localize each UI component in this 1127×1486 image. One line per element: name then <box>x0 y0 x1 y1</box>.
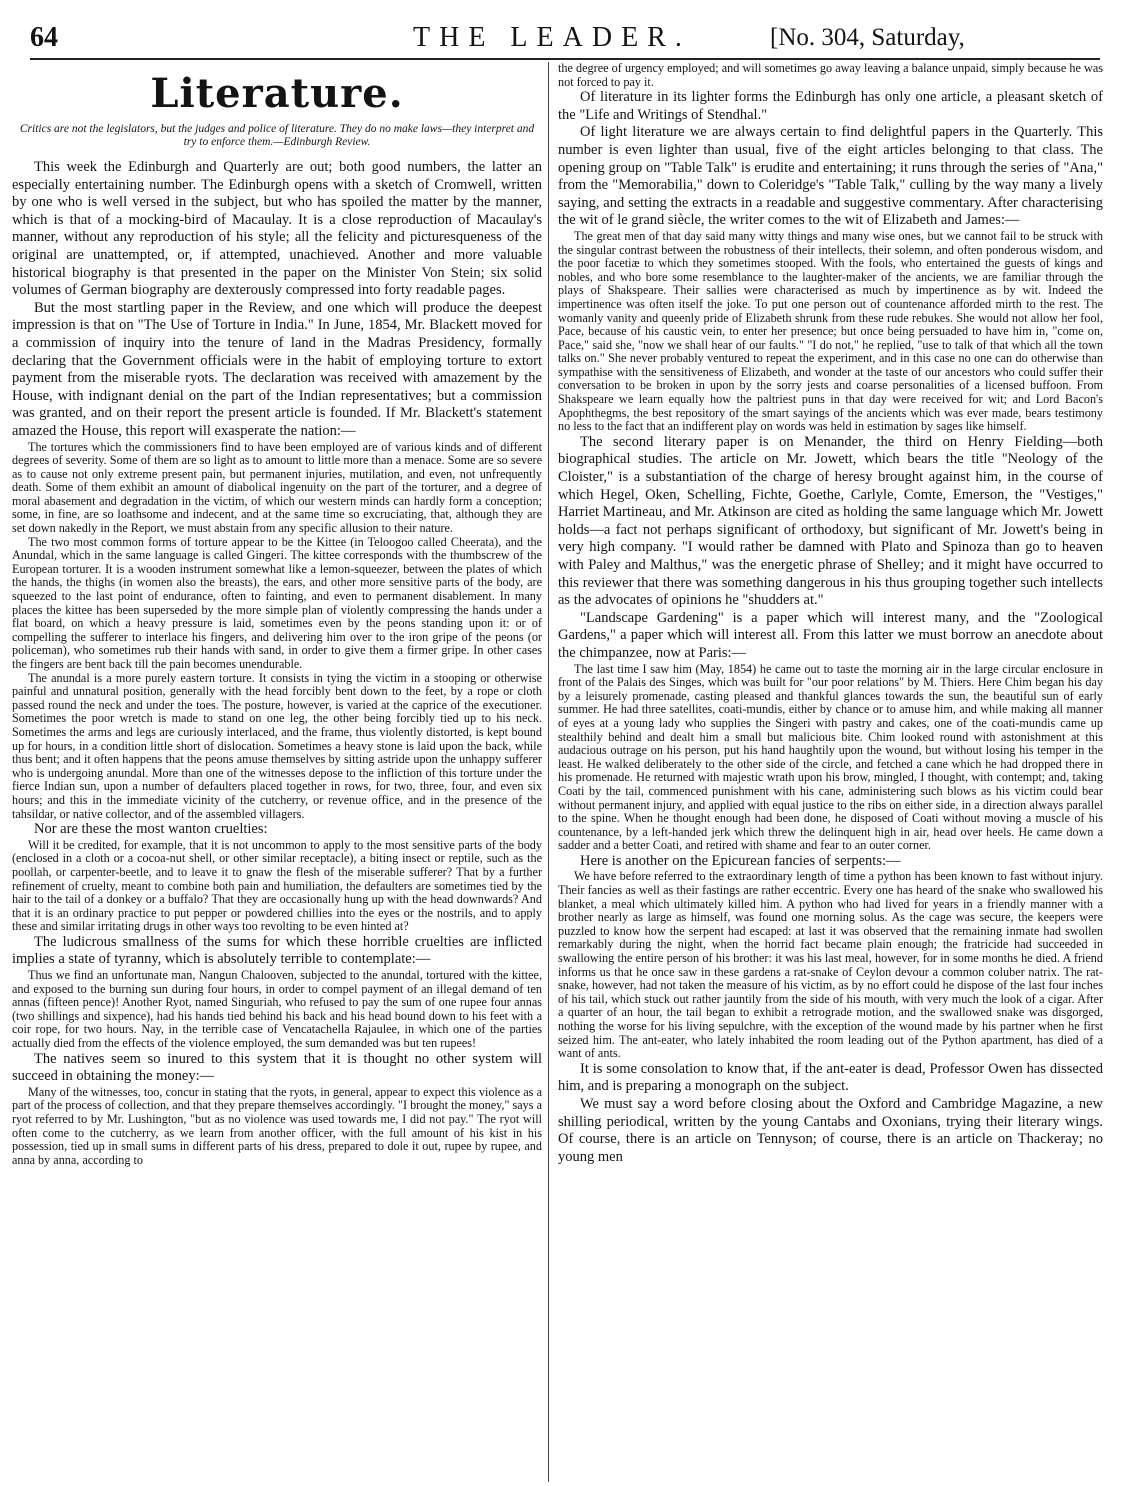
page-number: 64 <box>30 22 58 53</box>
epigraph: Critics are not the legislators, but the judges and police of literature. They do no make laws—they interpret and try to enforce them.—Edinburgh Review. <box>19 123 535 148</box>
paragraph: It is some consolation to know that, if the ant-eater is dead, Professor Owen has dissected him, and is preparing a monograph on the subject. <box>558 1060 1103 1095</box>
left-column <box>12 62 542 1482</box>
paragraph: Nor are these the most wanton cruelties: <box>34 821 268 838</box>
quoted-extract: Will it be credited, for example, that it is not uncommon to apply to the most sensitive parts of the body (enclosed in a cloth or a cocoa-nut shell, or other similar receptacle), a biting insect or reptile, such as the poollah, or carpenter-beetle, and to leave it to gnaw the flesh of the miserable sufferer? That by a further refinement of cruelty, meant to combine both pain and humiliation, the defaulters are sometimes tied by the hair to the tail of a donkey or a buffalo? That they are occasionally hung up with the head downwards? And that it is an ordinary practice to put pepper or powdered chillies into the eyes or the nostrils, and to apply these and similar irritating drugs in other ways too revolting to be even hinted at? <box>12 837 542 934</box>
paragraph: This week the Edinburgh and Quarterly are out; both good numbers, the latter an especially entertaining number. The Edinburgh opens with a sketch of Cromwell, written by one who is well versed in the subject, but who has spoiled the matter by the manner, which is that of a mocking-bird of Macaulay. It is a close reproduction of Macaulay's manner, without any reproduction of his style; all the felicity and picturesqueness of the original are unattempted, or, if attempted, unachieved. Another and more valuable historical biography is that presented in the paper on the Minister Von Stein; six solid volumes of German biography are dexterously compressed into forty readable pages. <box>12 159 542 299</box>
quoted-extract: The tortures which the commissioners find to have been employed are of various kinds and of different degrees of severity. Some of them are so light as to amount to little more than a menace. Some are so severe as to cause not only extreme present pain, but permanent injuries, mutilation, and even, not unfrequently death. Some of them exhibit an amount of diabolical ingenuity on the part of the torturer, and a degree of moral abasement and degradation in the victim, of which our western minds can hardly form a conception; some, in fine, are so loathsome and indecent, and at the same time so excruciating, that, although they are set down nakedly in the Report, we must abstain from any specific allusion to their nature. <box>12 439 542 536</box>
paragraph: Here is another on the Epicurean fancies of serpents:— <box>580 852 901 869</box>
paragraph: Of light literature we are always certain to find delightful papers in the Quarterly. This number is even lighter than usual, five of the eight articles belonging to that class. The opening group on "Table Talk" is erudite and entertaining; it runs through the series of "Ana," from the "Memorabilia," down to Coleridge's "Table Talk," culling by the way many a lively saying, and setting the extracts in a readable and suggestive commentary. After characterising the wit of le grand siècle, the writer comes to the wit of Elizabeth and James:— <box>558 124 1103 229</box>
issue-line: [No. 304, Saturday, <box>770 24 965 51</box>
page-header <box>0 0 1127 60</box>
column-divider <box>548 62 549 1482</box>
right-column <box>558 62 1103 1482</box>
paragraph: We must say a word before closing about the Oxford and Cambridge Magazine, a new shilling periodical, written by the young Cantabs and Oxonians, trying their literary wings. Of course, there is an article on Tennyson; of course, there is an article on Thackeray; no young men <box>558 1095 1103 1165</box>
quoted-extract: Thus we find an unfortunate man, Nangun Chalooven, subjected to the anundal, tortured with the kittee, and exposed to the burning sun during four hours, in order to compel payment of an illegal demand of ten annas (fifteen pence)! Another Ryot, named Singuriah, who refused to pay the sum of one rupee four annas (two shillings and sixpence), had his hands tied behind his back and his head bound down to his feet with a coir rope, for two hours. Nay, in the terrible case of Vencatachella Rajaulee, in which one of the parties actually died from the effects of the violence employed, the sum demanded was but ten rupees! <box>12 968 542 1051</box>
quoted-extract: We have before referred to the extraordinary length of time a python has been known to fast without injury. Their fancies as well as their fastings are rather eccentric. Every one has heard of the snake who swallowed his blanket, a meal which ultimately killed him. A python who had lived for years in a friendly manner with a brother nearly as large as himself, was found one morning solus. As the cage was secure, the keepers were puzzled to know how the serpent had escaped: at last it was observed that the remaining inmate had swollen remarkably during the night, when the horrid fact became plain enough; the fratricide had succeeded in swallowing the entire person of his brother: it was his last meal, however, for in some months he died. A friend informs us that he once saw in these gardens a rat-snake of Ceylon devour a common coluber natrix. The rat-snake, however, had not taken the measure of his victim, as by no effort could he dispose of the last four inches of his tail, which stuck out rather jauntily from the side of his mouth, with very much the look of a cigar. After a quarter of an hour, the tail began to exhibit a retrograde motion, and the swallowed snake was disgorged, nothing the worse for his living sepulchre, with the exception of the wound made by his partner when he first seized him. The ant-eater, who lately inhabited the room leading out of the Python apartment, has died of a want of ants. <box>558 869 1103 1061</box>
quoted-extract: The great men of that day said many witty things and many wise ones, but we cannot fail to be struck with the singular contrast between the robustness of their intellects, their solemn, and often ponderous wisdom, and the poor facetiæ to which they sometimes stooped. With the fools, who entertained the guests of kings and nobles, and who bore some resemblance to the laughter-maker of the ancients, we are familiar through the plays of Shakspeare. Their sallies were characterised as much by impertinence as by wit. Indeed the impertinence was often itself the joke. To put one person out of countenance afforded mirth to the rest. The womanly vanity and queenly pride of Elizabeth shrunk from these rude rebukes. She would not allow her fool, Pace, because of his caustic vein, to enter her presence; but once being persuaded to have him in, "come on, Pace," said she, "now we shall hear of our faults." "I do not," he replied, "use to talk of that which all the town talks on." She never probably ventured to repeat the experiment, and in this case no one can do otherwise than sympathise with the sensitiveness of Elizabeth, and wonder at the taste of our ancestors who could suffer their conversation to be broken in upon by the sorry jests and coarse personalities of a licensed buffoon. From Shakspeare we learn equally how the paltriest puns in that day were received for wit; and Lord Bacon's Apophthegms, the best repository of the smart sayings of the ancients which was ever made, bears testimony no less to the fact that an indifferent play on words was held in estimation by sages like himself. <box>558 228 1103 434</box>
paragraph: But the most startling paper in the Review, and one which will produce the deepest impression is that on "The Use of Torture in India." In June, 1854, Mr. Blackett moved for a commission of inquiry into the tenure of land in the Madras Presidency, formally declaring that the Government officials were in the habit of employing torture to extort payment from the miserable ryots. The declaration was received with amazement by the House, with indignant denial on the part of the Indian representatives; but a commission was granted, and on their report the present article is founded. If Mr. Blackett's statement amazed the House, this report will exasperate the nation:— <box>12 299 542 439</box>
section-title: Literature. <box>150 70 404 117</box>
header-rule <box>30 58 1100 60</box>
newspaper-title: THE LEADER. <box>413 22 691 53</box>
quoted-extract: The anundal is a more purely eastern torture. It consists in tying the victim in a stooping or otherwise painful and unnatural position, generally with the head forcibly bent down to the feet, by a rope or cloth passed round the neck and under the toes. The posture, however, is varied at the caprice of the executioner. Sometimes the poor wretch is made to stand on one leg, the other being forcibly tied up to his neck. Sometimes the arms and legs are curiously interlaced, and the frame, thus violently distorted, is kept bound up for hours, in a condition little short of dislocation. Sometimes a heavy stone is laid upon the back, while thus bent; and it often happens that the peons amuse themselves by sitting astride upon the unhappy sufferer who is undergoing anundal. More than one of the witnesses depose to the infliction of this torture under the fierce Indian sun, upon a number of defaulters placed together in rows, for two, three, four, and even six hours; and this in the immediate vicinity of the cutcherry, or revenue office, and in the presence of the tahsildar, or native collector, and of the assembled villagers. <box>12 670 542 821</box>
paragraph: The ludicrous smallness of the sums for which these horrible cruelties are inflicted implies a state of tyranny, which is absolutely terrible to contemplate:— <box>12 933 542 968</box>
quoted-extract: The last time I saw him (May, 1854) he came out to taste the morning air in the large circular enclosure in front of the Palais des Singes, which was built for "our poor relations" by M. Thiers. Here Chim began his day by a leisurely promenade, casting pleased and thankful glances towards the sun, the beautiful sun of early summer. He had three satellites, coati-mundis, either by chance or to amuse him, and while making all manner of eyes at a young lady who supplies the Singeri with pastry and cakes, one of the coati-mundis came up stealthily behind and dealt him a small but malicious bite. Chim looked round with astonishment at this audacious outrage on his person, put his hand haughtily upon the wound, but without losing his temper in the least. He walked deliberately to the other side of the circle, and fetched a cane which he had dropped there in his promenade. He returned with majestic wrath upon his brow, mingled, I thought, with contempt; and, taking Coati by the tail, commenced punishment with his cane, administering such blows as his victim could bear without permanent injury, and applied with equal justice to the ribs on either side, in a direction always parallel to the spine. When he thought enough had been done, he disposed of Coati without moving a muscle of his countenance, by a left-handed jerk which threw the delinquent high in air, head over heels. He came down a sadder and a better Coati, and retired with shame and fear to an outer corner. <box>558 661 1103 853</box>
quoted-extract: Many of the witnesses, too, concur in stating that the ryots, in general, appear to expect this violence as a part of the process of collection, and that they prepare themselves accordingly. "I brought the money," says a ryot referred to by Mr. Lushington, "but as no violence was used towards me, I did not pay." The ryot will often come to the cutcherry, as we learn from another officer, with the full amount of his kist in his possession, tied up in small sums in different parts of his dress, prepared to dole it out, rupee by rupee, and anna by anna, according to <box>12 1084 542 1167</box>
quoted-extract: The two most common forms of torture appear to be the Kittee (in Teloogoo called Cheerata), and the Anundal, which in the same language is called Gingeri. The kittee corresponds with the thumbscrew of the European torturer. It is a wooden instrument somewhat like a lemon-squeezer, between the plates of which the hands, the thighs (in women also the breasts), the ears, and other more sensitive parts of the body, are squeezed to the last point of endurance, often to fainting, and even to permanent disablement. In many places the kittee has been superseded by the more simple plan of violently compressing the hands under a flat board, on which a heavy pressure is laid, sometimes even by the peons standing upon it: or of compelling the sufferer to interlace his fingers, and delivering him over to the iron gripe of the peons (or policeman), who sometimes rub their hands with sand, in order to give them a firmer gripe. In other cases the fingers are bent back till the pain becomes unendurable. <box>12 534 542 671</box>
paragraph: The second literary paper is on Menander, the third on Henry Fielding—both biographical studies. The article on Mr. Jowett, which bears the title "Neology of the Cloister," is a substantiation of the charge of heresy brought against him, in the course of which Hegel, Oken, Schelling, Fichte, Goethe, Carlyle, Comte, Emerson, the "Vestiges," Harriet Martineau, and Mr. Atkinson are cited as holding the same language which Mr. Jowett holds—a fact not perhaps significant of orthodoxy, but significant of Mr. Jowett's being in very high company. "I would rather be damned with Plato and Spinoza than go to heaven with Paley and Malthus," was the energetic phrase of Shelley; and it might have occurred to this reviewer that there was something dangerous in his thus grouping together such intellects as the advocates of opinions he "shudders at." <box>558 433 1103 609</box>
paragraph: "Landscape Gardening" is a paper which will interest many, and the "Zoological Gardens," a paper which will interest all. From this latter we must borrow an anecdote about the chimpanzee, now at Paris:— <box>558 609 1103 661</box>
paragraph: Of literature in its lighter forms the Edinburgh has only one article, a pleasant sketch of the "Life and Writings of Stendhal." <box>558 89 1103 123</box>
paragraph: The natives seem so inured to this system that it is thought no other system will succeed in obtaining the money:— <box>12 1050 542 1085</box>
quoted-extract: the degree of urgency employed; and will sometimes go away leaving a balance unpaid, simply because he was not forced to pay it. <box>558 62 1103 89</box>
